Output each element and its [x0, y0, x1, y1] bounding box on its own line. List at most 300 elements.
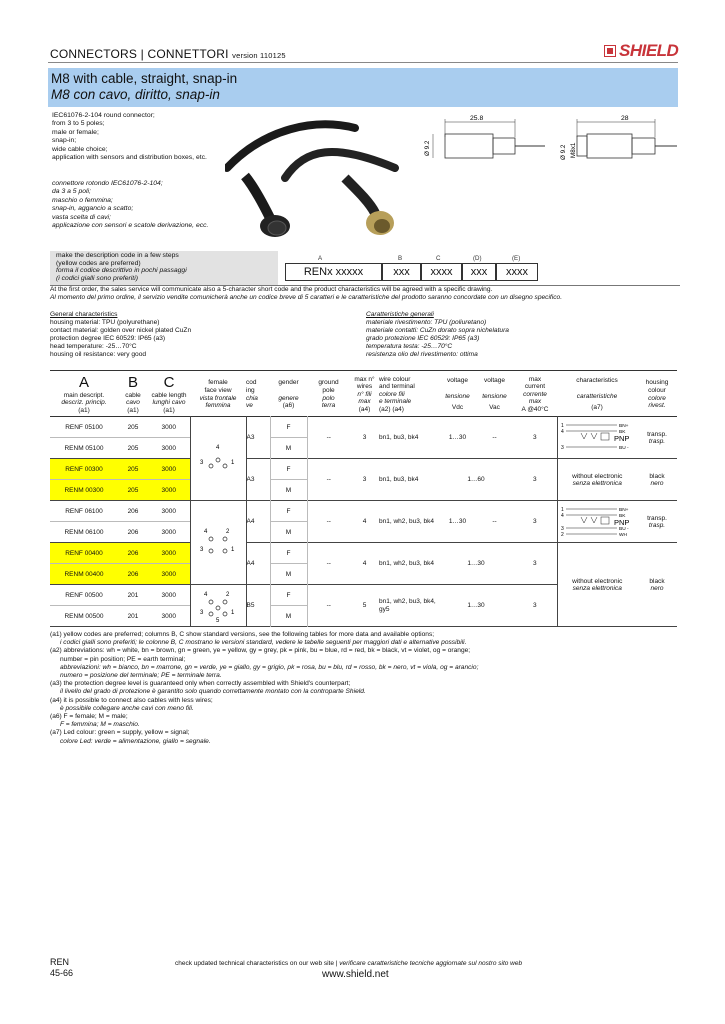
col-current-header — [513, 371, 557, 417]
ground-value: -- — [326, 434, 331, 441]
code-b: 205 — [127, 423, 139, 431]
cell-code-a — [50, 438, 118, 459]
char-it: senza elettronica — [572, 479, 622, 487]
cell-code-a — [50, 501, 118, 522]
cod-value: A4 — [246, 518, 255, 525]
cell-gender — [270, 522, 307, 543]
h-line: (a6) — [282, 402, 295, 410]
code-a: RENF 05100 — [65, 423, 103, 431]
cell-ground — [307, 543, 350, 585]
col-c-header — [148, 371, 190, 417]
h-line: colore — [648, 394, 666, 402]
table-row[interactable] — [50, 459, 677, 480]
footnote-line: (a3) the protection degree level is guaranteed only when correctly assembled with Shield's counterpart; — [50, 680, 351, 688]
col-gender-header — [270, 371, 307, 417]
col-vac-header — [476, 371, 513, 417]
cell-colour — [379, 417, 439, 459]
general-it-title: Caratteristiche generali — [366, 311, 434, 318]
cell-characteristics — [557, 459, 637, 501]
footer-pages: 45-66 — [50, 967, 74, 978]
cell-current — [513, 459, 557, 501]
cell-code-c — [148, 501, 190, 522]
h-line: e terminale — [379, 398, 412, 406]
h-line: max — [528, 375, 542, 383]
cell-code-a — [50, 543, 118, 564]
general-line: head temperature: -25…70°C — [50, 343, 137, 351]
product-table — [50, 370, 677, 627]
h-line: face view — [204, 386, 232, 394]
ground-value: -- — [326, 602, 331, 609]
cell-code-b — [118, 501, 148, 522]
face-view-icon — [196, 524, 240, 560]
char-en: without electronic — [572, 472, 623, 480]
general-line: grado protezione IEC 60529: IP65 (a3) — [366, 335, 480, 343]
h-line: max — [528, 398, 542, 406]
desc-line: snap-in; — [52, 137, 77, 145]
cell-code-c — [148, 417, 190, 438]
description-en — [52, 112, 222, 162]
cell-code-b — [118, 606, 148, 627]
wires-value: 4 — [362, 518, 367, 525]
title-en: M8 with cable, straight, snap-in — [51, 71, 238, 86]
h-line: ground — [318, 379, 339, 387]
cell-code-b — [118, 480, 148, 501]
col-face-header — [190, 371, 246, 417]
h-line: voltage — [484, 377, 505, 385]
footer-note — [175, 960, 522, 967]
sch-pin: 4 — [561, 428, 565, 435]
code-line: (i codici gialli sono preferiti) — [56, 274, 138, 282]
code-a: RENM 06100 — [64, 528, 104, 536]
cell-ground — [307, 585, 350, 627]
housing-en: transp. — [647, 430, 667, 438]
code-c: 3000 — [161, 612, 176, 620]
code-c: 3000 — [161, 591, 176, 599]
h-line: cavo — [126, 399, 140, 407]
page-header — [50, 47, 286, 61]
vdc-value: 1…30 — [448, 518, 467, 525]
code-box-e: xxxx — [496, 263, 538, 281]
cell-vdc — [439, 501, 476, 543]
cell-code-c — [148, 564, 190, 585]
col-char-header — [557, 371, 637, 417]
footnote-line: F = femmina; M = maschio. — [60, 721, 140, 729]
voltage-value: 1…30 — [467, 602, 485, 609]
cell-code-c — [148, 459, 190, 480]
footnote-line: number = pin position; PE = earth terminal; — [60, 655, 186, 663]
housing-en: black — [649, 472, 665, 480]
footer-code — [50, 957, 73, 978]
cell-face-view — [190, 417, 246, 501]
cell-wires — [350, 417, 379, 459]
cell-housing — [637, 543, 677, 627]
desc-line: vasta scelta di cavi; — [52, 213, 111, 221]
code-instructions — [50, 251, 278, 285]
code-box-d: xxx — [462, 263, 496, 281]
footer-note-en: check updated technical characteristics on our web site | — [175, 960, 340, 967]
d1-length: 25.8 — [470, 115, 484, 122]
h-line: polo — [322, 394, 335, 402]
h-line: female — [208, 379, 228, 387]
header-version: version 110125 — [232, 51, 286, 60]
col-c-text — [148, 390, 190, 415]
desc-line: snap-in, aggancio a scatto; — [52, 205, 134, 213]
col-colour-header — [379, 371, 439, 417]
footer-url[interactable]: www.shield.net — [322, 969, 389, 980]
code-a: RENM 00400 — [64, 570, 104, 578]
colour-value: bn1, bu3, bk4 — [379, 475, 419, 483]
current-value: 3 — [532, 476, 537, 483]
wires-value: 4 — [362, 560, 367, 567]
table-row[interactable] — [50, 543, 677, 564]
cell-colour — [379, 501, 439, 543]
current-value: 3 — [532, 518, 537, 525]
footnote-line: (a6) F = female; M = male; — [50, 713, 128, 721]
general-line: temperatura testa: -25…70°C — [366, 343, 453, 351]
footnote-line: numero = posizione del terminale; PE = terminale terra. — [60, 672, 222, 680]
col-housing-header — [637, 371, 677, 417]
char-it: senza elettronica — [572, 584, 622, 592]
col-a-text — [50, 390, 118, 415]
d1-diameter: Ø 9.2 — [424, 140, 431, 156]
sch-label: BU - — [619, 445, 629, 451]
h-line: main descript. — [63, 391, 105, 399]
h-line: femmina — [205, 402, 231, 410]
desc-line: maschio o femmina; — [52, 196, 113, 204]
sch-pin: 2 — [561, 531, 565, 538]
code-a: RENF 00500 — [65, 591, 103, 599]
cell-current — [513, 585, 557, 627]
cell-characteristics — [557, 501, 637, 543]
vdc-value: 1…30 — [448, 434, 467, 441]
h-line: tensione — [482, 392, 507, 400]
cell-gender — [270, 459, 307, 480]
cell-code-a — [50, 585, 118, 606]
general-en — [50, 311, 350, 360]
desc-line: IEC61076-2-104 round connector; — [52, 112, 155, 119]
cell-colour — [379, 543, 439, 585]
code-head-c: C — [436, 255, 441, 262]
cod-value: B5 — [246, 602, 255, 609]
cell-voltage — [439, 543, 513, 585]
h-line: Vac — [489, 404, 500, 412]
cell-gender — [270, 501, 307, 522]
cell-gender — [270, 417, 307, 438]
h-line: Vdc — [451, 404, 464, 412]
cell-code-b — [118, 522, 148, 543]
face-view-icon — [196, 587, 240, 623]
sch-pin: 3 — [561, 444, 565, 451]
pin-4: 4 — [216, 444, 220, 451]
h-line: cable length — [151, 391, 187, 399]
footnote-line: i codici gialli sono preferiti; le colonne B, C mostrano le versioni standard, vedere le tabelle seguenti per maggiori dati e alternative possibili. — [60, 639, 467, 647]
pin-1: 1 — [231, 546, 235, 553]
cell-housing — [637, 501, 677, 543]
housing-it: trasp. — [648, 521, 666, 529]
general-line: housing oil resistance: very good — [50, 351, 147, 359]
footnote-line: (a7) Led colour: green = supply, yellow = signal; — [50, 729, 190, 737]
housing-it: nero — [650, 584, 664, 592]
table-row[interactable] — [50, 417, 677, 438]
logo-mark-icon — [604, 45, 616, 57]
cell-vac — [476, 501, 513, 543]
colour-value: bn1, bu3, bk4 — [379, 433, 419, 441]
cell-wires — [350, 543, 379, 585]
h-line: and terminal — [379, 383, 415, 391]
general-it — [366, 311, 676, 360]
wires-value: 3 — [362, 434, 367, 441]
code-a: RENF 06100 — [65, 507, 103, 515]
h-line: (a7) — [591, 404, 603, 412]
code-b: 205 — [127, 444, 139, 452]
code-c: 3000 — [161, 507, 176, 515]
cell-cod — [246, 417, 270, 459]
h-line: terra — [321, 402, 336, 410]
cell-code-c — [148, 480, 190, 501]
h-line: colour — [648, 386, 666, 394]
gender-value: M — [285, 612, 292, 620]
male-drawing — [555, 112, 680, 172]
code-head-d: (D) — [473, 255, 482, 262]
desc-line: connettore rotondo IEC61076-2-104; — [52, 180, 163, 187]
cell-code-a — [50, 480, 118, 501]
product-photo — [225, 108, 405, 243]
description-it — [52, 180, 222, 230]
pnp-schematic-icon — [559, 419, 635, 455]
code-box-b: xxx — [382, 263, 421, 281]
h-line: gender — [278, 379, 299, 387]
d2-thread: M8x1 — [570, 142, 577, 158]
pin-2: 2 — [226, 591, 230, 598]
ground-value: -- — [326, 518, 331, 525]
h-line: (a1) — [127, 406, 139, 414]
housing-en: black — [649, 577, 665, 585]
sch-pnp: PNP — [614, 433, 630, 443]
face-view-icon — [196, 440, 240, 476]
cell-voltage — [439, 585, 513, 627]
cell-code-a — [50, 564, 118, 585]
code-head-a: A — [318, 255, 323, 262]
code-a: RENM 00500 — [64, 612, 104, 620]
cell-vdc — [439, 417, 476, 459]
sch-label: BK — [619, 429, 626, 435]
code-box-a: RENx xxxxx — [285, 263, 382, 281]
cell-code-c — [148, 522, 190, 543]
code-b: 206 — [127, 507, 139, 515]
cell-code-a — [50, 522, 118, 543]
cell-current — [513, 543, 557, 585]
cell-gender — [270, 564, 307, 585]
h-line: wire colour — [379, 375, 411, 383]
cell-current — [513, 501, 557, 543]
current-value: 3 — [532, 434, 537, 441]
cell-gender — [270, 606, 307, 627]
h-line: characteristics — [576, 377, 618, 385]
col-vdc-header — [439, 371, 476, 417]
footnote-line: abbreviazioni: wh = bianco, bn = marrone, gn = verde, ye = giallo, gy = grigio, pk = rosa, bu = blu, rd = rosso, bk = nero, vt = viola, og = arancio; — [60, 663, 479, 671]
footnote-line: colore Led: verde = alimentazione, giallo = segnale. — [60, 737, 211, 745]
pin-5: 5 — [216, 617, 220, 623]
sch-pin: 1 — [561, 506, 565, 513]
cell-vac — [476, 417, 513, 459]
desc-line: from 3 to 5 poles; — [52, 120, 105, 128]
code-a: RENF 00300 — [65, 465, 103, 473]
general-line: materiale contatti: CuZn dorato sopra nichelatura — [366, 327, 509, 335]
header-rule — [48, 62, 678, 63]
sch-pin: 3 — [561, 525, 565, 532]
col-ground-header — [307, 371, 350, 417]
col-a-header — [50, 371, 118, 417]
d2-diameter: Ø 9.2 — [560, 144, 567, 160]
cell-characteristics — [557, 417, 637, 459]
cell-gender — [270, 438, 307, 459]
h-line: current — [524, 383, 546, 391]
general-line: protection degree IEC 60529: IP65 (a3) — [50, 335, 166, 343]
gender-value: F — [286, 549, 291, 557]
wires-value: 5 — [362, 602, 367, 609]
code-c: 3000 — [161, 486, 176, 494]
code-line: (yellow codes are preferred) — [56, 259, 141, 267]
gender-value: M — [285, 444, 292, 452]
cell-housing — [637, 459, 677, 501]
gender-value: M — [285, 570, 292, 578]
code-c: 3000 — [161, 423, 176, 431]
h-line: voltage — [447, 377, 468, 385]
cell-ground — [307, 459, 350, 501]
cell-current — [513, 417, 557, 459]
cod-value: A3 — [246, 434, 255, 441]
pin-3: 3 — [200, 546, 204, 553]
footnotes — [50, 631, 680, 746]
cell-code-b — [118, 417, 148, 438]
sch-label: WH — [619, 532, 628, 538]
h-line: vista frontale — [199, 394, 237, 402]
housing-en: transp. — [647, 514, 667, 522]
code-box-c: xxxx — [421, 263, 462, 281]
h-line: max — [358, 398, 371, 406]
general-line: materiale rivestimento: TPU (poliuretano) — [366, 319, 487, 327]
pin-4: 4 — [204, 528, 208, 535]
title-it: M8 con cavo, diritto, snap-in — [51, 87, 220, 102]
desc-line: da 3 a 5 poli; — [52, 188, 91, 196]
col-b-header — [118, 371, 148, 417]
cell-ground — [307, 417, 350, 459]
pin-1: 1 — [231, 459, 235, 466]
vac-value: -- — [492, 434, 497, 441]
ground-value: -- — [326, 560, 331, 567]
char-en: without electronic — [572, 577, 623, 585]
cell-colour — [379, 459, 439, 501]
h-line: ing — [246, 386, 255, 394]
code-b: 205 — [127, 465, 139, 473]
col-cod-header — [246, 371, 270, 417]
h-line: cable — [125, 391, 141, 399]
code-c: 3000 — [161, 528, 176, 536]
col-b-text — [118, 390, 148, 415]
gender-value: F — [286, 507, 291, 515]
h-line: max n° — [354, 375, 375, 383]
cell-gender — [270, 543, 307, 564]
cell-code-a — [50, 459, 118, 480]
gender-value: F — [286, 465, 291, 473]
cell-code-c — [148, 606, 190, 627]
brand-logo — [604, 40, 678, 62]
col-b-big: B — [127, 373, 138, 391]
code-a: RENM 05100 — [64, 444, 104, 452]
table-row[interactable] — [50, 501, 677, 522]
footer-note-it: verificare caratteristiche tecniche aggiornate sul nostro sito web — [339, 960, 523, 967]
voltage-value: 1…30 — [467, 560, 485, 567]
col-a-big: A — [78, 373, 89, 391]
sch-pin: 1 — [561, 422, 565, 429]
pin-3: 3 — [200, 609, 204, 616]
sch-label: BN+ — [619, 507, 629, 513]
general-en-title: General characteristics — [50, 311, 118, 318]
cell-code-a — [50, 417, 118, 438]
code-line: forma il codice descrittivo in pochi passaggi — [56, 267, 187, 275]
gender-value: M — [285, 486, 292, 494]
h-line: descriz. princip. — [61, 399, 107, 407]
cell-gender — [270, 480, 307, 501]
code-a: RENM 00300 — [64, 486, 104, 494]
desc-line: male or female; — [52, 128, 99, 136]
cod-value: A4 — [246, 560, 255, 567]
h-line: (a2) (a4) — [379, 405, 404, 413]
h-line: A @40°C — [521, 405, 549, 413]
wires-value: 3 — [362, 476, 367, 483]
code-c: 3000 — [161, 465, 176, 473]
footer-series: REN — [50, 957, 70, 967]
d2-length: 28 — [621, 115, 629, 122]
cell-cod — [246, 501, 270, 543]
cell-voltage — [439, 459, 513, 501]
footnote-line: (a1) yellow codes are preferred; columns B, C show standard versions, see the following tables for more data and available options; — [50, 631, 435, 638]
footnote-line: è possibile collegare anche cavi con meno fili. — [60, 704, 194, 712]
h-line: caratteristiche — [576, 392, 618, 400]
footnote-line: il livello del grado di protezione è garantito solo quando correttamente montato con la controparte Shield. — [60, 688, 366, 696]
h-line: ve — [246, 402, 253, 410]
code-head-b: B — [398, 255, 403, 262]
cell-wires — [350, 459, 379, 501]
h-line: n° fili — [357, 390, 372, 398]
notice-it: Al momento del primo ordine, il servizio vendite comunicherà anche un codice breve di 5 caratteri e le caratteristiche del prodotto saranno concordate con un disegno specifico. — [50, 294, 563, 301]
code-b: 201 — [127, 612, 139, 620]
code-c: 3000 — [161, 549, 176, 557]
pin-3: 3 — [200, 459, 204, 466]
cell-code-c — [148, 438, 190, 459]
sch-pnp: PNP — [614, 517, 630, 527]
ground-value: -- — [326, 476, 331, 483]
h-line: (a1) — [163, 406, 175, 414]
logo-text: SHIELD — [619, 41, 679, 60]
cell-wires — [350, 501, 379, 543]
col-c-big: C — [163, 373, 175, 391]
title-band — [48, 68, 678, 107]
cell-face-view — [190, 501, 246, 585]
sch-label: BN+ — [619, 423, 629, 429]
pin-1: 1 — [231, 609, 235, 616]
colour-value: bn1, wh2, bu3, bk4 — [379, 517, 434, 525]
footnote-line: (a2) abbreviations: wh = white, bn = brown, gn = green, ye = yellow, gy = grey, pk = pink, bu = blue, rd = red, bk = black, vt = violet, og = orange; — [50, 647, 471, 655]
desc-line: application with sensors and distribution boxes, etc. — [52, 154, 207, 162]
h-line: (a4) — [358, 405, 371, 413]
cell-cod — [246, 543, 270, 585]
code-a: RENF 00400 — [65, 549, 103, 557]
cell-code-b — [118, 438, 148, 459]
colour-value: bn1, wh2, bu3, bk4 — [379, 559, 434, 567]
cell-cod — [246, 459, 270, 501]
cell-code-b — [118, 543, 148, 564]
